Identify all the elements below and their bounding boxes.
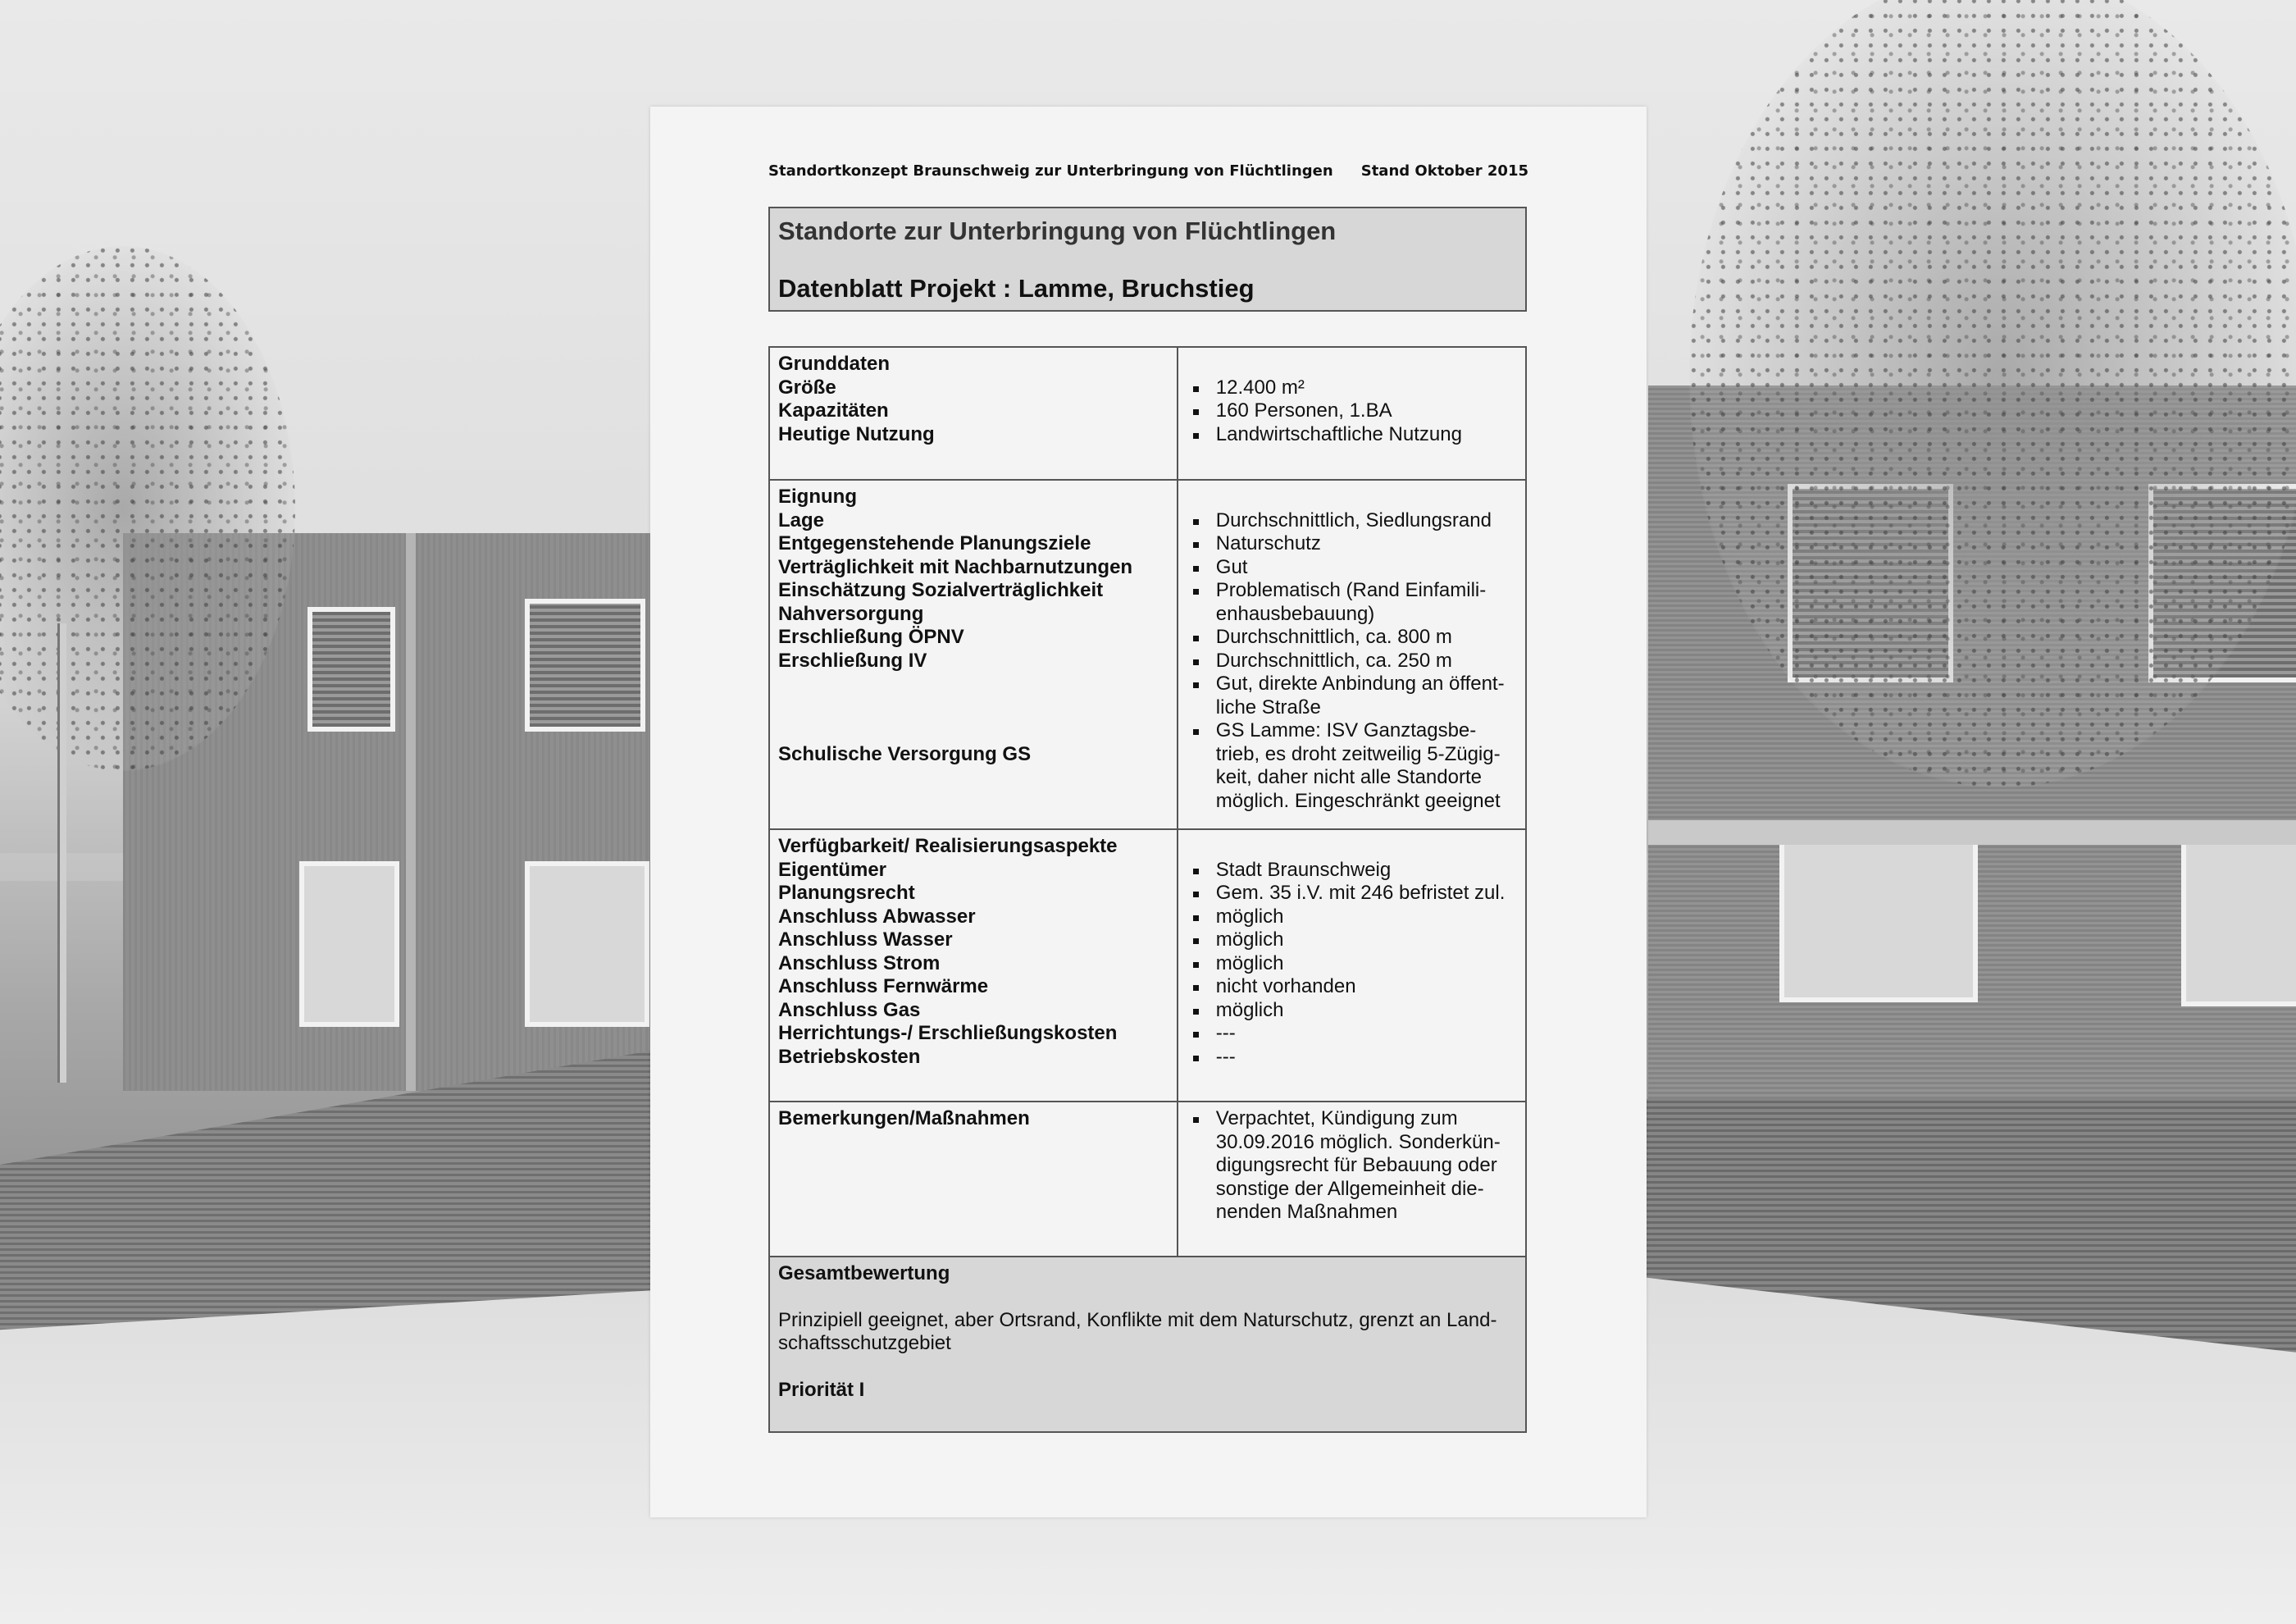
value-item: Gut, direkte Anbindung an öffent-liche Straße: [1187, 673, 1517, 719]
section-title: Eignung: [778, 486, 857, 508]
building-window: [308, 607, 395, 732]
building-window: [299, 861, 399, 1027]
background-lawn-left: [0, 1050, 656, 1337]
gesamtbewertung-cell: [769, 1257, 1526, 1432]
header-date: Stand Oktober 2015: [1360, 162, 1528, 180]
value-item: möglich: [1187, 952, 1517, 976]
section-title: Verfügbarkeit/ Realisierungsaspekte: [778, 835, 1118, 857]
label: Größe: [778, 376, 836, 399]
building-seam: [406, 533, 416, 1091]
document-title: Standorte zur Unterbringung von Flüchtlingen: [778, 217, 1337, 245]
section-grunddaten: [769, 347, 1526, 480]
value-item: Durchschnittlich, Siedlungsrand: [1187, 509, 1517, 533]
label: Betriebskosten: [778, 1045, 921, 1068]
label: Planungsrecht: [778, 882, 915, 904]
value-item: Durchschnittlich, ca. 800 m: [1187, 626, 1517, 650]
header-title: Standortkonzept Braunschweig zur Unterbringung von Flüchtlingen: [768, 162, 1333, 180]
label: Anschluss Wasser: [778, 928, 953, 951]
label: Eigentümer: [778, 858, 887, 881]
value-item: Landwirtschaftliche Nutzung: [1187, 423, 1517, 447]
value-item: GS Lamme: ISV Ganztagsbe-trieb, es droht zeitweilig 5-Zügig-keit, daher nicht alle Standorte möglich. Eingeschränkt geeignet: [1187, 719, 1517, 813]
label: Erschließung ÖPNV: [778, 626, 964, 648]
value-item: möglich: [1187, 999, 1517, 1023]
verfuegbarkeit-labels: [769, 829, 1178, 1102]
document-header: [768, 162, 1528, 180]
bemerkungen-label-cell: [769, 1102, 1178, 1257]
label: Anschluss Abwasser: [778, 905, 976, 928]
label: Schulische Versorgung GS: [778, 742, 1032, 765]
section-bemerkungen: [769, 1102, 1526, 1257]
label: Nahversorgung: [778, 602, 924, 625]
label: Erschließung IV: [778, 649, 927, 672]
document-sheet: [650, 107, 1647, 1517]
value-item: Stadt Braunschweig: [1187, 859, 1517, 883]
label: Entgegenstehende Planungsziele: [778, 532, 1091, 554]
value-item: Durchschnittlich, ca. 250 m: [1187, 650, 1517, 673]
section-verfuegbarkeit: [769, 829, 1526, 1102]
value-item: nicht vorhanden: [1187, 975, 1517, 999]
value-item: möglich: [1187, 928, 1517, 952]
verfuegbarkeit-values: [1178, 829, 1526, 1102]
label: Einschätzung Sozialverträglichkeit: [778, 579, 1104, 601]
building-window: [1779, 833, 1978, 1002]
title-box: [768, 207, 1527, 312]
value-item: Gut: [1187, 556, 1517, 580]
label: Herrichtungs-/ Erschließungskosten: [778, 1022, 1118, 1044]
data-sheet-table: [768, 346, 1527, 1433]
project-title: Datenblatt Projekt : Lamme, Bruchstieg: [778, 274, 1255, 303]
label: Lage: [778, 509, 825, 531]
bemerkungen-value-cell: [1178, 1102, 1526, 1257]
label: Kapazitäten: [778, 399, 889, 422]
label: Verträglichkeit mit Nachbarnutzungen: [778, 555, 1133, 578]
label: Bemerkungen/Maßnahmen: [778, 1107, 1030, 1129]
value-item: Problematisch (Rand Einfamili-enhausbebauung): [1187, 579, 1517, 626]
building-window: [525, 861, 649, 1027]
value-item: 160 Personen, 1.BA: [1187, 399, 1517, 423]
section-eignung: [769, 480, 1526, 829]
label: Anschluss Fernwärme: [778, 975, 989, 997]
value-item: Verpachtet, Kündigung zum 30.09.2016 möglich. Sonderkün-digungsrecht für Bebauung oder sonstige der Allgemeinheit die-nenden Maßnahmen: [1187, 1107, 1517, 1225]
value-item: ---: [1187, 1046, 1517, 1070]
value-item: Gem. 35 i.V. mit 246 befristet zul.: [1187, 882, 1517, 906]
gesamtbewertung-text: Prinzipiell geeignet, aber Ortsrand, Konflikte mit dem Naturschutz, grenzt an Land-schaftsschutzgebiet: [778, 1308, 1497, 1354]
label: Anschluss Strom: [778, 951, 941, 974]
eignung-labels: [769, 480, 1178, 829]
building-window: [2181, 833, 2296, 1006]
value-item: 12.400 m²: [1187, 376, 1517, 400]
background-band: [1648, 820, 2296, 845]
grunddaten-labels: [769, 347, 1178, 480]
priority-label: Priorität I: [778, 1378, 865, 1401]
value-item: Naturschutz: [1187, 532, 1517, 556]
section-title: Grunddaten: [778, 353, 890, 375]
grunddaten-values: [1178, 347, 1526, 480]
label: Anschluss Gas: [778, 998, 921, 1021]
section-gesamtbewertung: [769, 1257, 1526, 1432]
value-item: ---: [1187, 1022, 1517, 1046]
building-window: [525, 599, 645, 732]
tree-trunk: [57, 623, 66, 1083]
eignung-values: [1178, 480, 1526, 829]
section-title: Gesamtbewertung: [778, 1262, 950, 1284]
value-item: möglich: [1187, 906, 1517, 929]
label: Heutige Nutzung: [778, 422, 935, 445]
